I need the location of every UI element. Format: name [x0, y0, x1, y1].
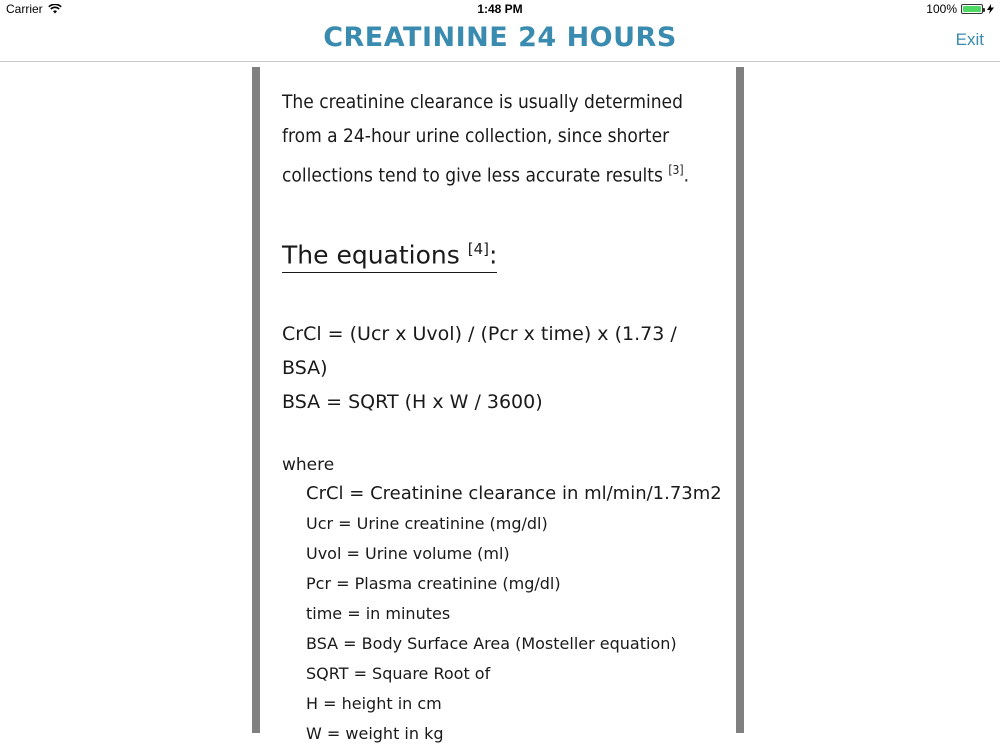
heading-text: The equations — [282, 240, 468, 270]
definition-item: BSA = Body Surface Area (Mosteller equation) — [306, 633, 677, 653]
where-label: where — [282, 454, 335, 475]
definition-item: Uvol = Urine volume (ml) — [306, 543, 510, 563]
intro-end: . — [683, 164, 690, 187]
equation-crcl: CrCl = (Ucr x Uvol) / (Pcr x time) x (1.73 / BSA) — [282, 322, 677, 379]
definition-item: Pcr = Plasma creatinine (mg/dl) — [306, 573, 561, 593]
definition-item: SQRT = Square Root of — [306, 663, 491, 683]
definition-item: H = height in cm — [306, 693, 442, 713]
content-body — [282, 85, 722, 749]
content-panel[interactable] — [252, 67, 744, 743]
status-bar — [0, 0, 1000, 18]
intro-paragraph — [282, 85, 722, 192]
definition-item: time = in minutes — [306, 603, 451, 623]
page-title: CREATININE 24 HOURS — [323, 22, 677, 53]
definition-item: CrCl = Creatinine clearance in ml/min/1.73m2 — [306, 482, 722, 504]
battery-icon — [961, 4, 983, 14]
status-right — [926, 2, 994, 16]
intro-reference[interactable]: [3] — [668, 163, 684, 177]
navigation-bar — [0, 18, 1000, 62]
equation-bsa: BSA = SQRT (H x W / 3600) — [282, 390, 543, 413]
charging-bolt-icon — [987, 4, 994, 14]
heading-reference[interactable]: [4] — [467, 240, 489, 259]
definition-item: W = weight in kg — [306, 723, 444, 743]
definition-item: Ucr = Urine creatinine (mg/dl) — [306, 513, 548, 533]
equations-block — [282, 317, 722, 419]
equations-heading — [282, 240, 497, 272]
battery-percent: 100% — [926, 2, 957, 16]
status-time: 1:48 PM — [477, 2, 523, 16]
definitions-list — [282, 479, 722, 749]
intro-text: The creatinine clearance is usually determined from a 24-hour urine collection, since shorter collections tend to give less accurate results — [282, 91, 683, 187]
exit-button[interactable]: Exit — [955, 30, 984, 49]
heading-end: : — [488, 240, 498, 270]
carrier-label: Carrier — [6, 2, 43, 16]
